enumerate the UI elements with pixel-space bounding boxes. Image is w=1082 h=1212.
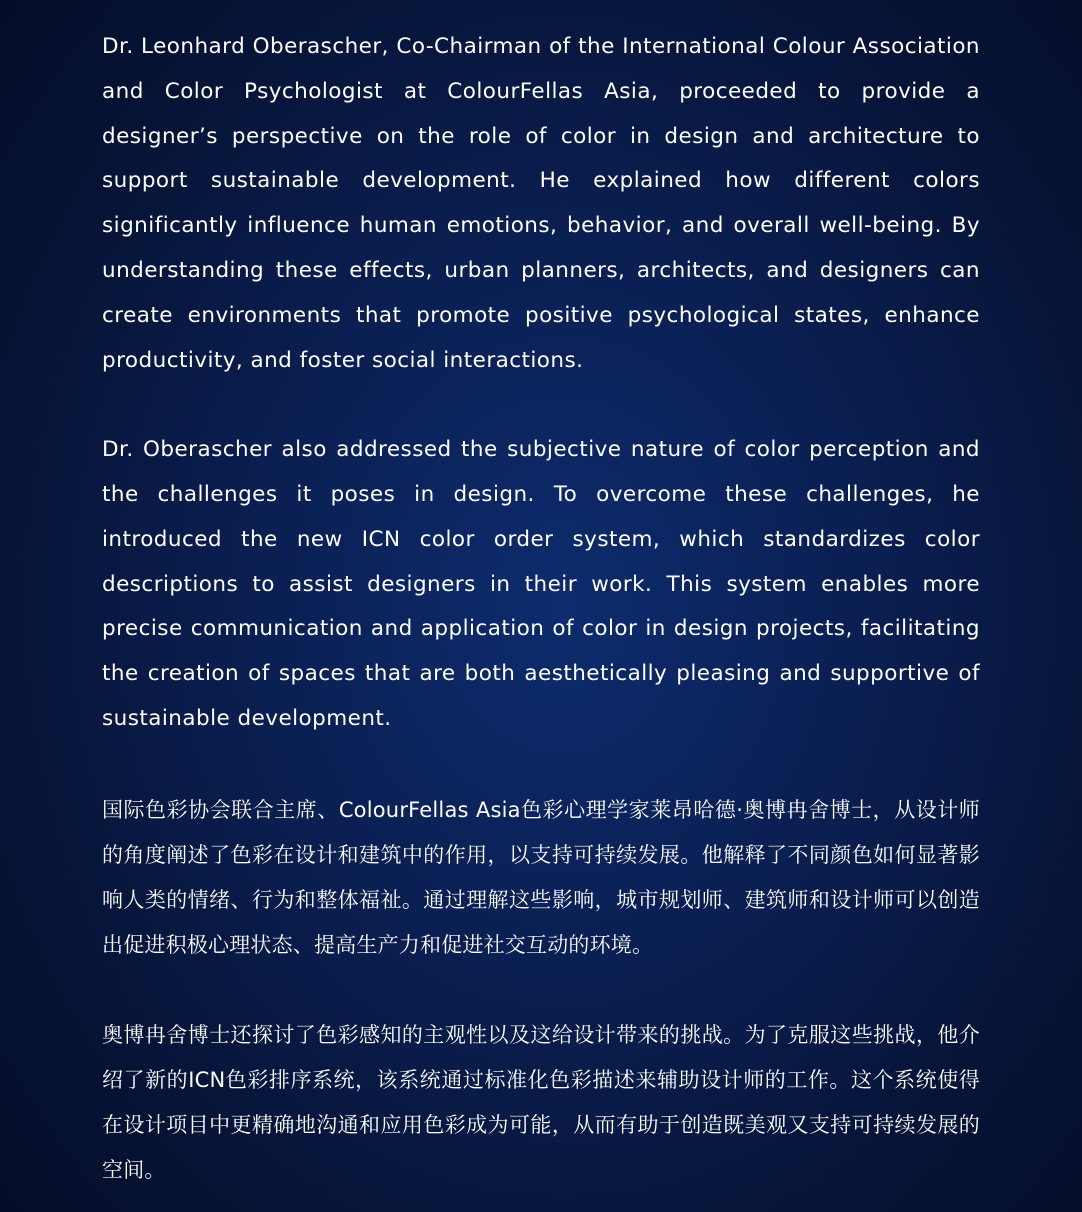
paragraph-chinese-2: 奥博冉舍博士还探讨了色彩感知的主观性以及这给设计带来的挑战。为了克服这些挑战，他介绍了新的ICN色彩排序系统，该系统通过标准化色彩描述来辅助设计师的工作。这个系统使得在设计项目中更精确地沟通和应用色彩成为可能，从而有助于创造既美观又支持可持续发展的空间。: [102, 1022, 980, 1182]
paragraph-chinese-1: 国际色彩协会联合主席、ColourFellas Asia色彩心理学家莱昂哈德·奥博冉舍博士，从设计师的角度阐述了色彩在设计和建筑中的作用，以支持可持续发展。他解释了不同颜色如何显著影响人类的情绪、行为和整体福祉。通过理解这些影响，城市规划师、建筑师和设计师可以创造出促进积极心理状态、提高生产力和促进社交互动的环境。: [102, 797, 980, 957]
article-body: [102, 25, 980, 1193]
paragraph-english-1: Dr. Leonhard Oberascher, Co-Chairman of the International Colour Association and Color Psychologist at ColourFellas Asia, proceeded to provide a designer’s perspective on the role of color in design and architecture to support sustainable development. He explained how different colors significantly influence human emotions, behavior, and overall well-being. By understanding these effects, urban planners, architects, and designers can create environments that promote positive psychological states, enhance productivity, and foster social interactions.: [102, 34, 980, 373]
paragraph-english-2: Dr. Oberascher also addressed the subjective nature of color perception and the challenges it poses in design. To overcome these challenges, he introduced the new ICN color order system, which standardizes color descriptions to assist designers in their work. This system enables more precise communication and application of color in design projects, facilitating the creation of spaces that are both aesthetically pleasing and supportive of sustainable development.: [102, 437, 980, 731]
